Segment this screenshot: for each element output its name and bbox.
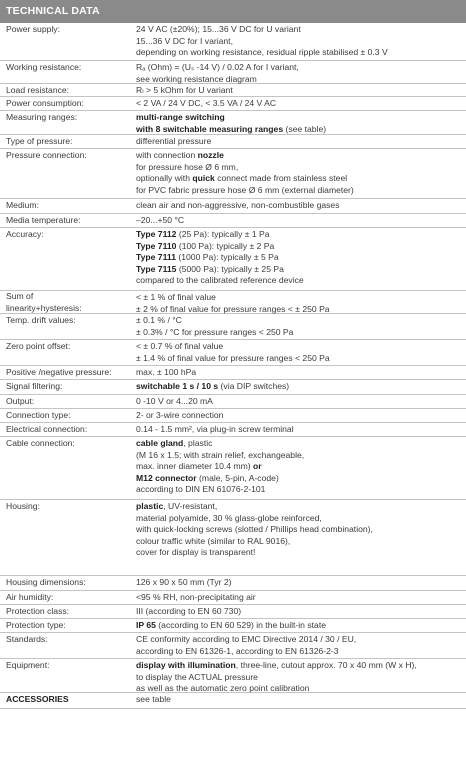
spec-value: Rₐ (Ohm) = (Uₛ -14 V) / 0.02 A for I variant, see working resistance diagram [136, 62, 299, 84]
spec-row [0, 633, 466, 659]
spec-label: Accuracy: [6, 229, 44, 239]
spec-label: Housing: [6, 501, 40, 511]
spec-row [0, 340, 466, 366]
spec-label: Air humidity: [6, 592, 54, 602]
spec-value: < 2 VA / 24 V DC, < 3.5 VA / 24 V AC [136, 98, 277, 108]
spec-value: see table [136, 694, 171, 704]
spec-label: Power supply: [6, 24, 60, 34]
spec-row [0, 149, 466, 199]
spec-label: Media temperature: [6, 215, 81, 225]
spec-label: Positive /negative pressure: [6, 367, 112, 377]
spec-label: Signal filtering: [6, 381, 63, 391]
spec-value: III (according to EN 60 730) [136, 606, 242, 616]
spec-value: –20...+50 °C [136, 215, 185, 225]
spec-label: Connection type: [6, 410, 71, 420]
spec-row [0, 591, 466, 605]
spec-label: Protection class: [6, 606, 70, 616]
spec-row [0, 659, 466, 693]
spec-row [0, 500, 466, 576]
spec-row [0, 409, 466, 423]
spec-row [0, 23, 466, 61]
spec-row [0, 437, 466, 500]
spec-value: IP 65 (according to EN 60 529) in the built-in state [136, 620, 326, 630]
spec-row [0, 576, 466, 591]
spec-label: Load resistance: [6, 85, 70, 95]
spec-row [0, 111, 466, 135]
spec-label: Medium: [6, 200, 39, 210]
spec-row [0, 395, 466, 409]
spec-value: < ± 1 % of final value ± 2 % of final value for pressure ranges < ± 250 Pa [136, 292, 330, 314]
spec-row [0, 366, 466, 380]
spec-row [0, 380, 466, 395]
section-title: TECHNICAL DATA [0, 0, 466, 23]
spec-label: Measuring ranges: [6, 112, 78, 122]
spec-label: Equipment: [6, 660, 50, 670]
spec-value: 126 x 90 x 50 mm (Tyr 2) [136, 577, 232, 587]
spec-value: Type 7112 (25 Pa): typically ± 1 Pa Type 7110 (100 Pa): typically ± 2 Pa Type 7111 (1000 Pa): typically ± 5 Pa Type 7115 (5000 Pa): typically ± 25 Pa compared to the calibrated reference device [136, 229, 304, 286]
spec-row [0, 228, 466, 291]
spec-value: ± 0.1 % / °C ± 0.3% / °C for pressure ranges < 250 Pa [136, 315, 294, 337]
spec-label: Zero point offset: [6, 341, 71, 351]
spec-label: Housing dimensions: [6, 577, 86, 587]
spec-row [0, 214, 466, 228]
spec-row [0, 314, 466, 340]
spec-value: < ± 0.7 % of final value ± 1.4 % of final value for pressure ranges < 250 Pa [136, 341, 330, 363]
spec-row [0, 423, 466, 437]
spec-row [0, 693, 466, 709]
spec-label: Type of pressure: [6, 136, 73, 146]
spec-value: max. ± 100 hPa [136, 367, 197, 377]
spec-row [0, 135, 466, 149]
spec-label: Working resistance: [6, 62, 82, 72]
spec-row [0, 619, 466, 633]
spec-row [0, 84, 466, 97]
spec-value: 0.14 - 1.5 mm², via plug-in screw terminal [136, 424, 294, 434]
spec-label: Temp. drift values: [6, 315, 76, 325]
spec-label: Protection type: [6, 620, 66, 630]
spec-value: display with illumination, three-line, cutout approx. 70 x 40 mm (W x H), to display the ACTUAL pressure as well as the automatic zero point calibration [136, 660, 417, 694]
spec-label: Sum of linearity+hysteresis: [6, 291, 82, 313]
spec-row [0, 61, 466, 84]
spec-row [0, 605, 466, 619]
spec-value: <95 % RH, non-precipitating air [136, 592, 256, 602]
spec-value: cable gland, plastic (M 16 x 1.5; with strain relief, exchangeable, max. inner diameter 10.4 mm) or M12 connector (male, 5-pin, A-code) according to DIN EN 61076-2-101 [136, 438, 305, 495]
spec-label: Cable connection: [6, 438, 75, 448]
spec-value: Rₗ > 5 kOhm for U variant [136, 85, 233, 95]
spec-value: 2- or 3-wire connection [136, 410, 224, 420]
spec-value: differential pressure [136, 136, 212, 146]
spec-row [0, 291, 466, 314]
spec-table [0, 23, 466, 709]
spec-label: Electrical connection: [6, 424, 88, 434]
spec-row [0, 97, 466, 111]
spec-value: clean air and non-aggressive, non-combustible gases [136, 200, 340, 210]
spec-label: Output: [6, 396, 35, 406]
spec-value: 0 -10 V or 4...20 mA [136, 396, 213, 406]
spec-label: Standards: [6, 634, 48, 644]
spec-row [0, 199, 466, 214]
spec-label: Power consumption: [6, 98, 84, 108]
spec-value: switchable 1 s / 10 s (via DIP switches) [136, 381, 290, 391]
spec-label: ACCESSORIES [6, 694, 69, 704]
spec-value: 24 V AC (±20%); 15...36 V DC for U variant 15...36 V DC for I variant, depending on working resistance, residual ripple stabilised ± 0.3 V [136, 24, 388, 58]
spec-value: multi-range switching with 8 switchable measuring ranges (see table) [136, 112, 327, 134]
spec-value: with connection nozzle for pressure hose Ø 6 mm, optionally with quick connect made from stainless steel for PVC fabric pressure hose Ø 6 mm (external diameter) [136, 150, 354, 195]
spec-value: CE conformity according to EMC Directive 2014 / 30 / EU, according to EN 61326-1, according to EN 61326-2-3 [136, 634, 357, 656]
spec-label: Pressure connection: [6, 150, 87, 160]
spec-value: plastic, UV-resistant, material polyamide, 30 % glass-globe reinforced, with quick-locking screws (slotted / Phillips head combination), colour traffic white (similar to RAL 9016), cover for display is transparent! [136, 501, 373, 558]
